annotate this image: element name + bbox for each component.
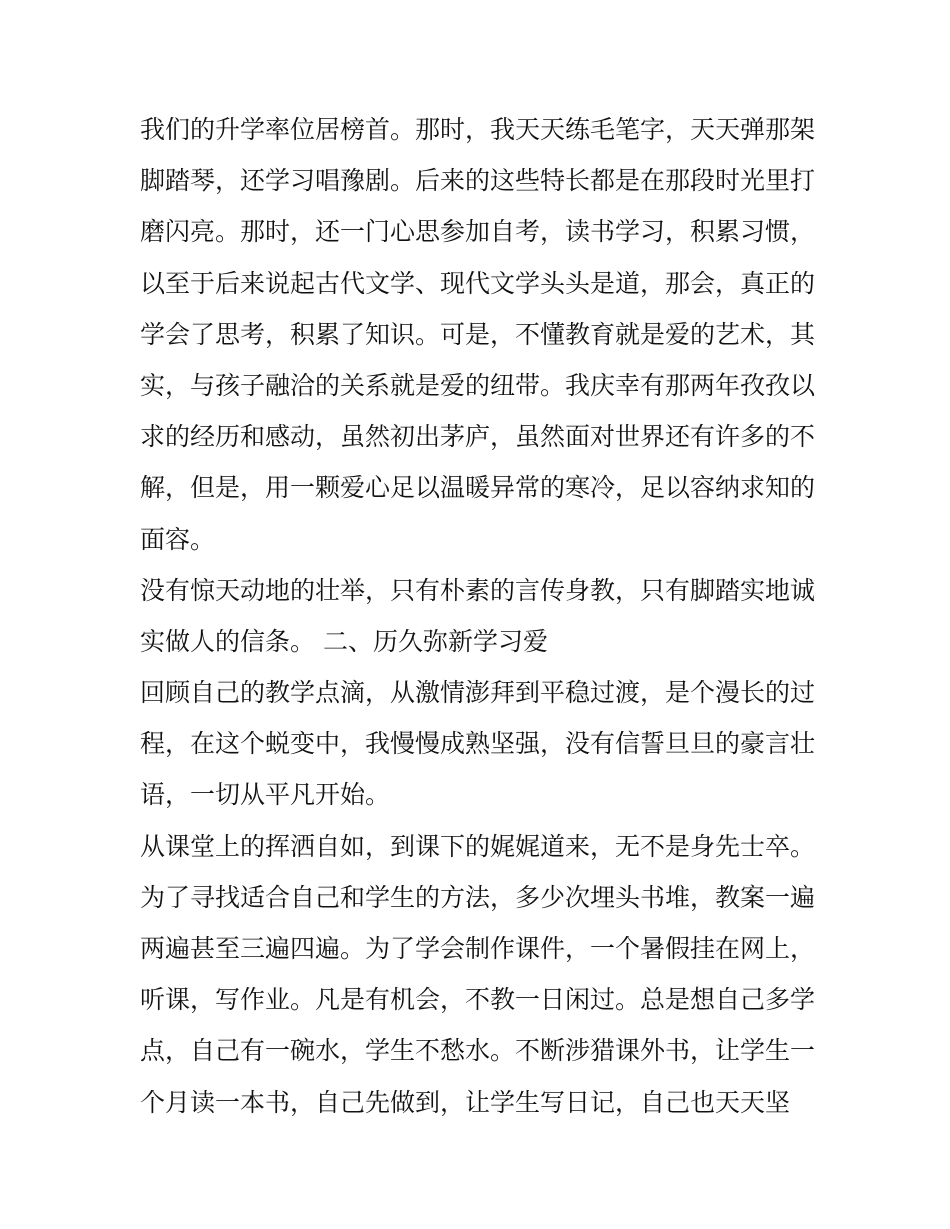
text-line: 为了寻找适合自己和学生的方法，多少次埋头书堆，教案一遍 bbox=[140, 882, 816, 912]
text-line: 程，在这个蜕变中，我慢慢成熟坚强，没有信誓旦旦的豪言壮 bbox=[140, 729, 816, 759]
text-line: 实做人的信条。 二、历久弥新学习爱 bbox=[140, 626, 548, 656]
text-line: 磨闪亮。那时，还一门心思参加自考，读书学习，积累习惯， bbox=[140, 217, 816, 247]
text-line: 听课，写作业。凡是有机会，不教一日闲过。总是想自己多学 bbox=[140, 985, 816, 1015]
text-line: 没有惊天动地的壮举，只有朴素的言传身教，只有脚踏实地诚 bbox=[140, 575, 816, 605]
text-line: 以至于后来说起古代文学、现代文学头头是道，那会，真正的 bbox=[140, 268, 816, 298]
text-line: 语，一切从平凡开始。 bbox=[140, 780, 391, 810]
text-line: 点，自己有一碗水，学生不愁水。不断涉猎课外书，让学生一 bbox=[140, 1036, 816, 1066]
text-line: 从课堂上的挥洒自如，到课下的娓娓道来，无不是身先士卒。 bbox=[140, 831, 816, 861]
text-line: 学会了思考，积累了知识。可是，不懂教育就是爱的艺术，其 bbox=[140, 319, 816, 349]
text-line: 个月读一本书，自己先做到，让学生写日记，自己也天天坚 bbox=[140, 1087, 791, 1117]
text-line: 回顾自己的教学点滴，从激情澎拜到平稳过渡，是个漫长的过 bbox=[140, 678, 816, 708]
text-line: 求的经历和感动，虽然初出茅庐，虽然面对世界还有许多的不 bbox=[140, 422, 816, 452]
text-line: 我们的升学率位居榜首。那时，我天天练毛笔字，天天弹那架 bbox=[140, 115, 816, 144]
body-text bbox=[140, 104, 820, 1128]
text-line: 解，但是，用一颗爱心足以温暖异常的寒冷，足以容纳求知的 bbox=[140, 473, 816, 503]
text-line: 两遍甚至三遍四遍。为了学会制作课件，一个暑假挂在网上， bbox=[140, 934, 816, 963]
text-line: 面容。 bbox=[140, 524, 216, 554]
text-line: 脚踏琴，还学习唱豫剧。后来的这些特长都是在那段时光里打 bbox=[140, 166, 816, 196]
text-line: 实，与孩子融洽的关系就是爱的纽带。我庆幸有那两年孜孜以 bbox=[140, 370, 816, 400]
